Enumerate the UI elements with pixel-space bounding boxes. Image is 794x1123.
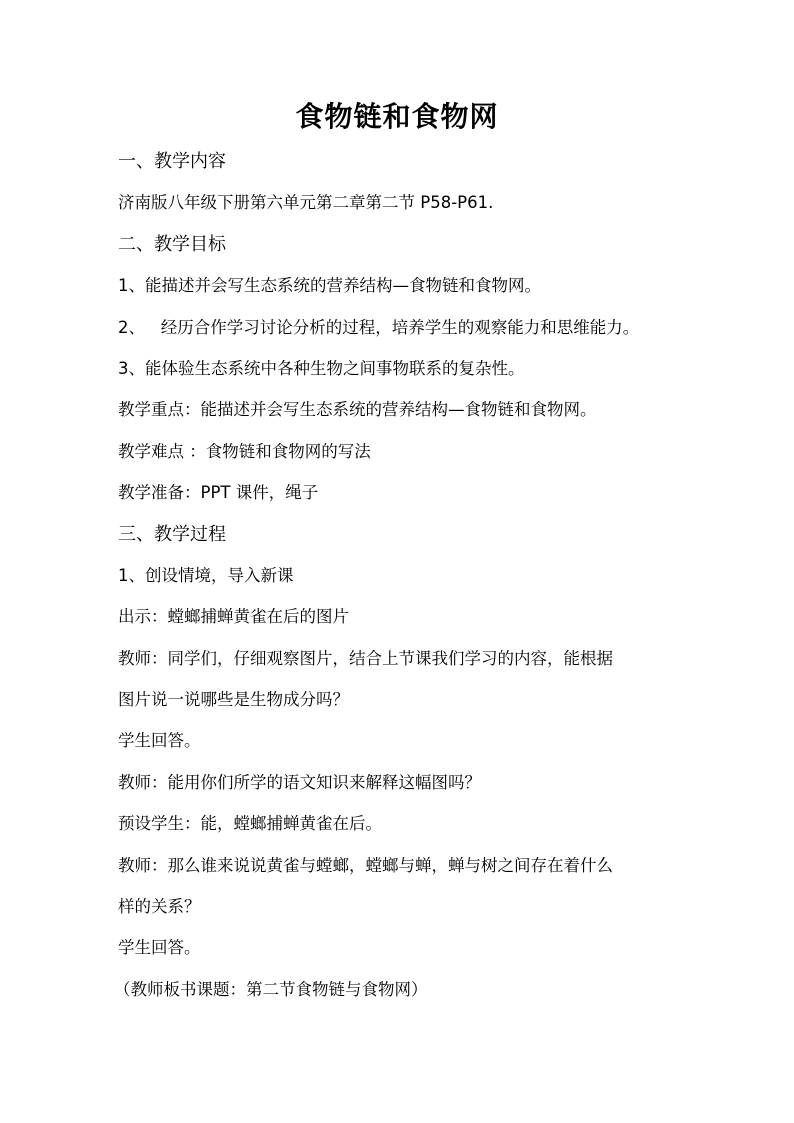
section-heading-teaching-process: 三、教学过程 bbox=[118, 523, 226, 545]
document-body bbox=[114, 141, 718, 1010]
paragraph-difficult-point: 教学难点 ：食物链和食物网的写法 bbox=[118, 441, 371, 461]
paragraph-preparation: 教学准备：PPT 课件，绳子 bbox=[118, 483, 319, 503]
paragraph-textbook-reference: 济南版八年级下册第六单元第二章第二节 P58-P61. bbox=[118, 193, 494, 213]
goal-item-3: 3、能体验生态系统中各种生物之间事物联系的复杂性。 bbox=[118, 358, 525, 378]
paragraph-board-note: （教师板书课题：第二节食物链与食物网） bbox=[114, 979, 428, 999]
document-title: 食物链和食物网 bbox=[295, 100, 499, 133]
paragraph-student-answer-1: 学生回答。 bbox=[118, 731, 201, 751]
paragraph-key-point: 教学重点：能描述并会写生态系统的营养结构—食物链和食物网。 bbox=[118, 400, 597, 420]
paragraph-teacher-question-2: 教师：能用你们所学的语文知识来解释这幅图吗？ bbox=[118, 772, 481, 792]
section-heading-teaching-goals: 二、教学目标 bbox=[118, 233, 226, 255]
paragraph-teacher-question-1-cont: 图片说一说哪些是生物成分吗？ bbox=[118, 690, 349, 710]
paragraph-teacher-question-1: 教师：同学们，仔细观察图片，结合上节课我们学习的内容，能根据 bbox=[118, 648, 613, 668]
paragraph-teacher-question-3-cont: 样的关系？ bbox=[118, 897, 201, 917]
paragraph-teacher-question-3: 教师：那么谁来说说黄雀与螳螂，螳螂与蝉，蝉与树之间存在着什么 bbox=[118, 855, 613, 875]
paragraph-student-answer-2: 学生回答。 bbox=[118, 938, 201, 958]
paragraph-show-picture: 出示：螳螂捕蝉黄雀在后的图片 bbox=[118, 607, 349, 627]
section-heading-teaching-content: 一、教学内容 bbox=[118, 151, 226, 172]
paragraph-expected-answer: 预设学生：能，螳螂捕蝉黄雀在后。 bbox=[118, 814, 382, 834]
process-step-1: 1、创设情境，导入新课 bbox=[118, 565, 294, 585]
goal-item-1: 1、能描述并会写生态系统的营养结构—食物链和食物网。 bbox=[118, 276, 541, 296]
goal-item-2: 2、 经历合作学习讨论分析的过程，培养学生的观察能力和思维能力。 bbox=[118, 317, 640, 337]
